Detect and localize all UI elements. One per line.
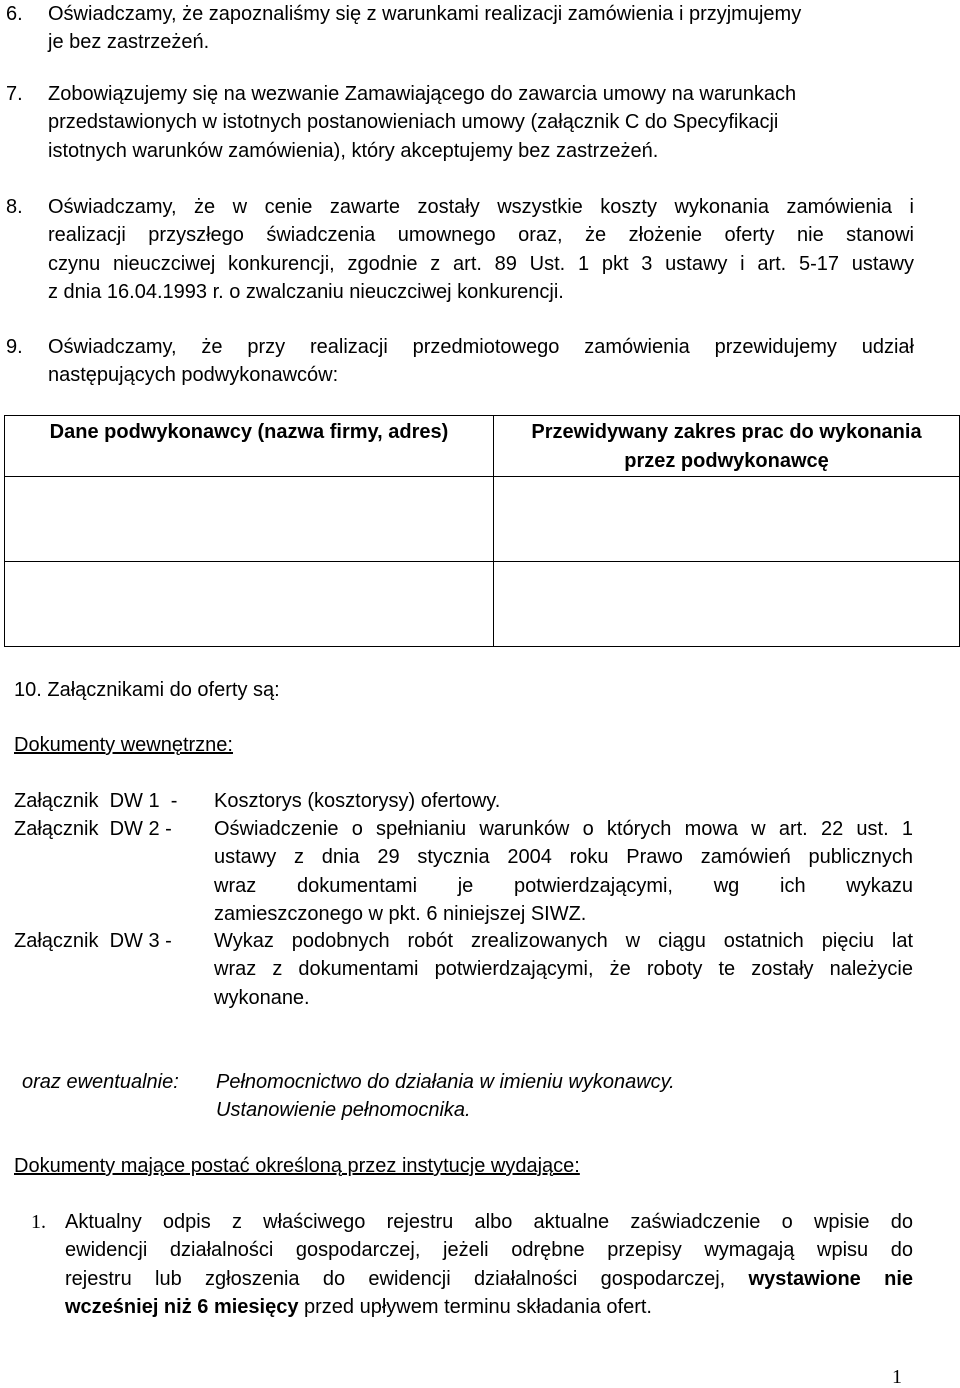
optional-label: oraz ewentualnie: [22, 1071, 179, 1093]
table-header-cell [5, 416, 494, 477]
institution-doc-line [65, 1293, 913, 1321]
attachment-description [214, 787, 913, 815]
institution-doc-text-normal: rejestru lub zgłoszenia do ewidencji działalności gospodarczej, [65, 1267, 749, 1290]
item-8-number: 8. [6, 196, 23, 218]
col-2-header-line: przez podwykonawcę [624, 450, 829, 472]
item-9-line: następujących podwykonawców: [48, 364, 339, 387]
table-header-cell [494, 416, 960, 477]
item-8-line: realizacji przyszłego świadczenia umownego oraz, że złożenie oferty nie stanowi [48, 224, 914, 247]
attachment-line: ustawy z dnia 29 stycznia 2004 roku Prawo zamówień publicznych [214, 846, 913, 869]
item-7-line: istotnych warunków zamówienia), który akceptujemy bez zastrzeżeń. [48, 139, 659, 162]
item-10-title: 10. Załącznikami do oferty są: [14, 679, 280, 701]
table-row [5, 562, 960, 647]
institution-doc-text [65, 1208, 913, 1321]
institution-doc-line [65, 1265, 913, 1293]
institution-doc-text-normal: przed upływem terminu składania ofert. [298, 1295, 652, 1318]
attachment-line: wykonane. [214, 986, 310, 1009]
item-9-number: 9. [6, 336, 23, 358]
attachment-description [214, 815, 913, 928]
table-cell[interactable] [494, 562, 960, 647]
table-cell[interactable] [5, 477, 494, 562]
attachment-line: wraz z dokumentami potwierdzającymi, że roboty te zostały należycie [214, 958, 913, 981]
item-9-text [48, 333, 914, 390]
attachment-line: wraz dokumentami je potwierdzającymi, wg ich wykazu [214, 874, 913, 897]
item-7-text [48, 80, 914, 165]
page-number: 1 [892, 1366, 902, 1388]
item-6-line: je bez zastrzeżeń. [48, 31, 210, 54]
attachment-label: Załącznik DW 1 - [14, 790, 178, 812]
internal-documents-heading: Dokumenty wewnętrzne: [14, 734, 233, 756]
col-2-header [494, 416, 959, 476]
table-header-row [5, 416, 960, 477]
attachment-label: Załącznik DW 3 - [14, 930, 172, 952]
attachment-line: Oświadczenie o spełnianiu warunków o których mowa w art. 22 ust. 1 [214, 818, 913, 840]
optional-line: Pełnomocnictwo do działania w imieniu wykonawcy. [216, 1071, 675, 1093]
item-8-line: z dnia 16.04.1993 r. o zwalczaniu nieuczciwej konkurencji. [48, 280, 564, 303]
attachment-line: Kosztorys (kosztorysy) ofertowy. [214, 790, 501, 812]
optional-documents [216, 1068, 816, 1125]
optional-line: Ustanowienie pełnomocnika. [216, 1099, 471, 1122]
institution-documents-heading: Dokumenty mające postać określoną przez instytucje wydające: [14, 1155, 580, 1177]
item-8-line: Oświadczamy, że w cenie zawarte zostały wszystkie koszty wykonania zamówienia i [48, 196, 914, 218]
attachment-label: Załącznik DW 2 - [14, 818, 172, 840]
item-7-line: przedstawionych w istotnych postanowieniach umowy (załącznik C do Specyfikacji [48, 111, 779, 134]
item-6-number: 6. [6, 3, 23, 25]
item-6-text [48, 0, 914, 57]
item-7-number: 7. [6, 83, 23, 105]
institution-doc-text-bold: wystawione nie [748, 1267, 913, 1290]
item-8-text [48, 193, 914, 306]
institution-doc-line: ewidencji działalności gospodarczej, jeżeli odrębne przepisy wymagają wpisu do [65, 1239, 913, 1262]
col-2-header-line: Przewidywany zakres prac do wykonania [531, 421, 922, 443]
institution-doc-number: 1. [31, 1211, 46, 1233]
table-cell[interactable] [494, 477, 960, 562]
table-cell[interactable] [5, 562, 494, 647]
institution-doc-text-bold: wcześniej niż 6 miesięcy [65, 1295, 299, 1318]
subcontractor-table [4, 415, 960, 647]
col-1-header: Dane podwykonawcy (nazwa firmy, adres) [49, 421, 449, 443]
table-row [5, 477, 960, 562]
item-6-line: Oświadczamy, że zapoznaliśmy się z warunkami realizacji zamówienia i przyjmujemy [48, 3, 802, 25]
item-8-line: czynu nieuczciwej konkurencji, zgodnie z art. 89 Ust. 1 pkt 3 ustawy i art. 5-17 ustawy [48, 252, 914, 275]
item-9-line: Oświadczamy, że przy realizacji przedmiotowego zamówienia przewidujemy udział [48, 336, 914, 358]
item-7-line: Zobowiązujemy się na wezwanie Zamawiającego do zawarcia umowy na warunkach [48, 83, 797, 105]
attachment-description [214, 927, 913, 1012]
attachment-line: zamieszczonego w pkt. 6 niniejszej SIWZ. [214, 902, 587, 925]
institution-doc-line: Aktualny odpis z właściwego rejestru albo aktualne zaświadczenie o wpisie do [65, 1211, 913, 1233]
attachment-line: Wykaz podobnych robót zrealizowanych w ciągu ostatnich pięciu lat [214, 930, 913, 952]
